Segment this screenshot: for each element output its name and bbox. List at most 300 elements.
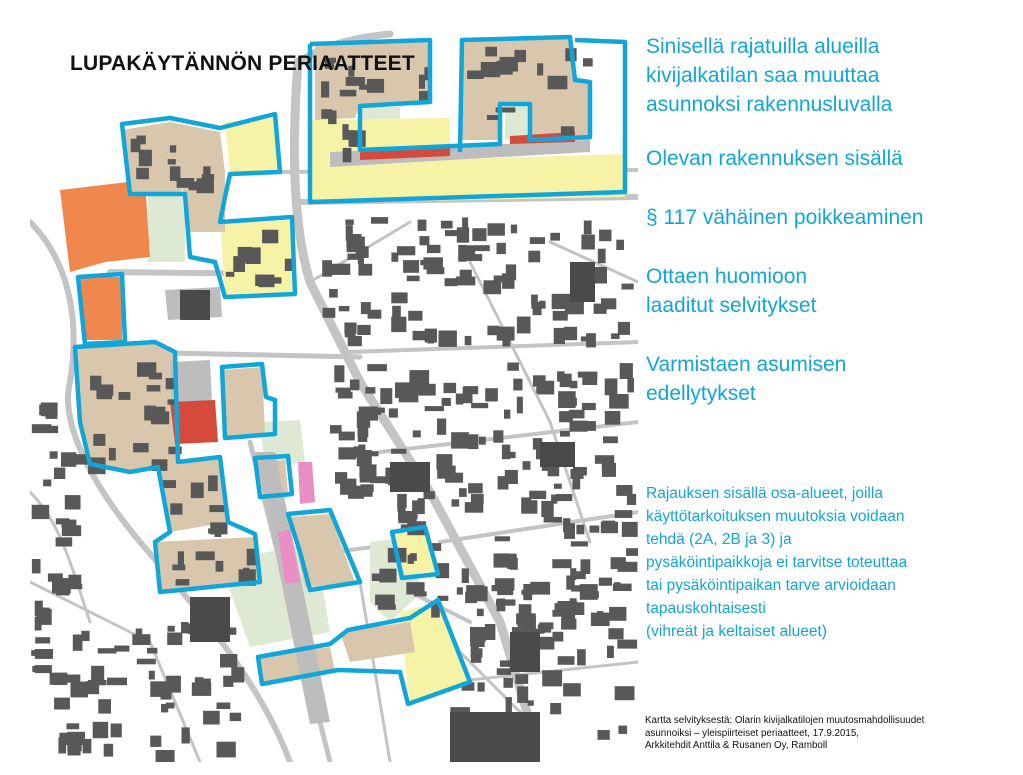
building [616, 240, 624, 250]
building [104, 744, 113, 757]
building [485, 47, 497, 57]
building [622, 522, 638, 537]
building [542, 670, 562, 686]
building [605, 411, 621, 425]
building [220, 750, 235, 756]
building [32, 559, 41, 573]
building [424, 491, 435, 499]
building [571, 541, 588, 546]
building [537, 378, 545, 386]
building [560, 374, 572, 387]
building [107, 678, 127, 686]
principle-line: Olevan rakennuksen sisällä [646, 147, 903, 170]
building [418, 384, 436, 396]
building [36, 608, 45, 623]
building [550, 703, 561, 714]
building [507, 363, 519, 371]
building [397, 246, 415, 255]
building [425, 406, 444, 411]
building [56, 537, 73, 546]
building [599, 230, 611, 242]
principle-line: Varmistaen asumisen [646, 353, 847, 376]
building [338, 392, 353, 399]
building [564, 327, 577, 340]
building [147, 385, 161, 391]
large-building [180, 290, 210, 320]
building [497, 599, 506, 612]
zoning-map [30, 22, 638, 762]
large-building [570, 262, 595, 302]
building [216, 561, 224, 572]
building [466, 585, 484, 600]
principle-line: kivijalkatilan saa muuttaa [646, 64, 880, 87]
building [599, 578, 612, 586]
building [578, 372, 598, 378]
building [168, 626, 175, 632]
building [220, 654, 237, 668]
building [132, 634, 150, 645]
building [380, 388, 392, 404]
building [544, 638, 552, 648]
building [81, 631, 89, 641]
building [156, 750, 175, 762]
building [111, 724, 122, 738]
building [32, 505, 50, 519]
principle-line: § 117 vähäinen poikkeaminen [646, 206, 924, 229]
building [357, 325, 370, 335]
building [504, 452, 516, 458]
building [511, 225, 517, 234]
building [365, 387, 375, 394]
building [419, 75, 425, 89]
building [97, 390, 113, 400]
building [500, 660, 512, 667]
building [556, 494, 572, 501]
building [114, 646, 129, 652]
source-line: asunnoiksi – yleispiirteiset periaatteet, 17.9.2015, [645, 727, 860, 739]
building [462, 568, 469, 583]
building [497, 243, 506, 254]
building [367, 364, 387, 371]
building [133, 443, 149, 452]
note-line: tapauskohtaisesti [646, 600, 766, 617]
building [558, 656, 575, 665]
building [47, 426, 59, 433]
building [398, 517, 416, 524]
building [73, 635, 83, 651]
building [379, 569, 396, 583]
building [360, 484, 373, 492]
building [217, 703, 231, 710]
building [506, 264, 516, 280]
building [41, 403, 58, 417]
note-line: tai pysäköintipaikan tarve arvioidaan [646, 577, 896, 594]
principle-4 [646, 262, 1016, 320]
building [478, 682, 485, 691]
building [378, 604, 396, 609]
building [488, 223, 505, 235]
note-line: Rajauksen sisällä osa-alueet, joilla [646, 485, 883, 502]
building [506, 697, 512, 712]
building [223, 676, 233, 687]
building [392, 306, 401, 319]
building [609, 607, 626, 621]
building [358, 264, 372, 276]
building [603, 436, 618, 443]
building [463, 387, 473, 404]
building [465, 502, 484, 513]
building [98, 699, 111, 713]
building [54, 698, 70, 710]
building [498, 476, 509, 489]
building [91, 666, 104, 680]
building [601, 522, 618, 534]
building [233, 256, 245, 272]
building [407, 276, 420, 282]
building [618, 726, 627, 734]
note-line: (vihreät ja keltaiset alueet) [646, 623, 827, 640]
building [323, 308, 336, 318]
building [608, 628, 623, 639]
building [343, 148, 352, 162]
principle-3 [646, 203, 1016, 232]
building [262, 230, 278, 244]
building [470, 254, 483, 261]
building [176, 579, 190, 585]
building [590, 526, 600, 533]
note-line: käyttötarkoituksen muutoksia voidaan [646, 508, 905, 525]
building [408, 311, 422, 321]
building [109, 448, 116, 461]
building [208, 528, 216, 533]
building [537, 63, 543, 75]
building [441, 221, 453, 229]
building [329, 289, 338, 298]
building [493, 430, 503, 442]
building [413, 430, 421, 437]
building [479, 437, 486, 445]
building [358, 256, 364, 264]
building [208, 475, 218, 491]
building [622, 284, 634, 290]
building [468, 483, 483, 493]
building [495, 536, 510, 541]
building [561, 619, 576, 630]
building [43, 480, 51, 487]
building [538, 624, 551, 632]
building [581, 235, 595, 250]
building [614, 582, 620, 590]
building [471, 645, 479, 652]
building [550, 233, 560, 241]
building [528, 251, 540, 263]
building [471, 656, 482, 663]
building [166, 676, 181, 693]
large-building [450, 712, 540, 762]
subarea-note [646, 482, 1018, 643]
source-line: Kartta selvityksestä: Olarin kivijalkatilojen muutosmahdollisuudet [645, 715, 925, 726]
building [418, 498, 425, 504]
building [371, 217, 388, 224]
building [565, 302, 584, 314]
building [607, 646, 614, 658]
building [54, 468, 65, 479]
building [626, 548, 638, 556]
building [570, 598, 577, 612]
building [459, 488, 467, 497]
building [504, 678, 513, 688]
building [147, 648, 157, 654]
building [389, 408, 398, 417]
building [517, 317, 531, 334]
building [620, 363, 633, 379]
building [350, 380, 360, 391]
building [497, 327, 515, 341]
building [560, 431, 570, 437]
building [93, 722, 109, 738]
building [359, 407, 378, 421]
building [427, 245, 441, 253]
principle-line: laaditut selvitykset [646, 294, 817, 317]
building [605, 378, 618, 395]
building [340, 90, 357, 97]
building [191, 483, 204, 499]
building [56, 581, 70, 595]
principle-5 [646, 350, 1016, 408]
building [583, 58, 593, 66]
building [163, 480, 176, 488]
building [428, 334, 435, 343]
building [342, 124, 348, 140]
building [458, 245, 466, 262]
building [595, 455, 614, 464]
building [357, 450, 372, 466]
building [321, 109, 332, 119]
building [577, 421, 596, 431]
building [472, 228, 486, 241]
building [468, 434, 478, 449]
building [346, 77, 365, 86]
building [414, 591, 427, 596]
building [617, 640, 637, 649]
building [563, 518, 570, 532]
building [405, 383, 417, 395]
building [65, 529, 73, 536]
building [460, 270, 472, 285]
building [470, 634, 485, 647]
building [35, 665, 52, 673]
building [561, 126, 575, 135]
building [609, 394, 629, 409]
note-line: pysäköintipaikkoja ei tarvitse toteuttaa [646, 554, 908, 571]
building [602, 463, 616, 477]
map-source-citation [645, 715, 1020, 753]
building [570, 381, 577, 389]
building [554, 484, 562, 489]
building [347, 234, 362, 244]
building [61, 452, 76, 467]
building [68, 741, 81, 755]
building [554, 328, 565, 344]
building [571, 469, 584, 479]
building [349, 130, 357, 147]
building [451, 432, 469, 448]
building [518, 621, 532, 628]
building [150, 681, 168, 697]
building [529, 491, 546, 499]
building [83, 739, 92, 753]
principle-line: asunnoksi rakennusluvalla [646, 93, 893, 116]
building [161, 704, 168, 713]
building [462, 217, 468, 228]
building [452, 499, 460, 506]
map-title: LUPAKÄYTÄNNÖN PERIAATTEET [70, 52, 415, 75]
building [513, 379, 522, 391]
building [576, 525, 584, 535]
building [627, 378, 634, 392]
building [170, 503, 182, 514]
building [182, 727, 190, 743]
building [442, 398, 451, 406]
building [65, 495, 81, 509]
building [584, 221, 592, 235]
building [361, 491, 373, 497]
large-building [510, 632, 540, 672]
building [497, 585, 513, 595]
building [331, 264, 350, 275]
principle-line: edellytykset [646, 382, 756, 405]
building [418, 220, 427, 231]
building [457, 587, 463, 594]
building [196, 551, 215, 560]
building [137, 362, 156, 377]
building [322, 260, 332, 277]
building [71, 682, 89, 698]
building [269, 277, 282, 283]
building [484, 280, 502, 294]
building [467, 71, 484, 80]
building [590, 591, 599, 598]
building [504, 410, 510, 419]
building [391, 449, 406, 454]
building [445, 473, 463, 483]
building [348, 336, 362, 346]
building [456, 394, 464, 405]
building [168, 159, 176, 164]
building [375, 80, 381, 90]
building [339, 432, 355, 441]
building [423, 257, 443, 269]
building [439, 331, 457, 347]
building [178, 551, 184, 566]
building [230, 628, 237, 635]
building [199, 679, 211, 688]
building [209, 505, 224, 512]
note-line: tehdä (2A, 2B ja 3) ja [646, 531, 792, 548]
building [203, 711, 220, 725]
building [497, 668, 511, 675]
building [475, 245, 490, 251]
building [257, 275, 267, 285]
building [334, 365, 344, 382]
building [571, 571, 586, 579]
building [35, 637, 50, 643]
building [137, 659, 156, 665]
building [531, 302, 545, 309]
building [615, 510, 633, 518]
principle-2 [646, 144, 1016, 173]
building [437, 419, 446, 435]
building [563, 683, 581, 696]
building [436, 454, 452, 470]
building [358, 431, 368, 442]
building [230, 713, 241, 721]
building [465, 336, 472, 345]
building [88, 680, 107, 685]
building [571, 585, 587, 591]
building [150, 736, 161, 747]
building [595, 267, 607, 284]
building [360, 471, 376, 482]
building [151, 407, 166, 418]
building [170, 145, 176, 152]
building [582, 403, 596, 410]
building [226, 272, 235, 277]
building [611, 557, 626, 569]
building [391, 317, 406, 332]
building [403, 260, 419, 273]
building [552, 559, 571, 568]
building [591, 613, 610, 626]
building [548, 76, 568, 90]
building [321, 81, 329, 97]
building [477, 609, 484, 616]
building [338, 447, 356, 459]
building [181, 622, 189, 633]
large-building [540, 442, 575, 467]
building [515, 674, 528, 684]
building [618, 322, 630, 335]
building [361, 302, 371, 314]
building [444, 383, 457, 393]
building [552, 610, 572, 617]
building [347, 242, 364, 252]
building [497, 61, 513, 75]
large-building [190, 597, 230, 642]
building [530, 582, 550, 595]
building [345, 220, 353, 225]
building [50, 451, 58, 459]
building [615, 686, 635, 700]
building [119, 392, 131, 400]
building [139, 150, 152, 167]
building [457, 227, 469, 242]
building [339, 306, 350, 311]
building [544, 517, 562, 523]
building [598, 249, 606, 264]
building [517, 686, 528, 703]
large-building [390, 462, 430, 492]
building [523, 461, 531, 470]
building [530, 237, 545, 244]
building [149, 671, 155, 680]
principle-line: Sinisellä rajatuilla alueilla [646, 35, 880, 58]
building [167, 633, 182, 646]
building [553, 632, 564, 642]
building [581, 336, 589, 341]
source-line: Arkkitehdit Anttila & Rusanen Oy, Ramboll [645, 740, 828, 751]
building [558, 391, 576, 408]
